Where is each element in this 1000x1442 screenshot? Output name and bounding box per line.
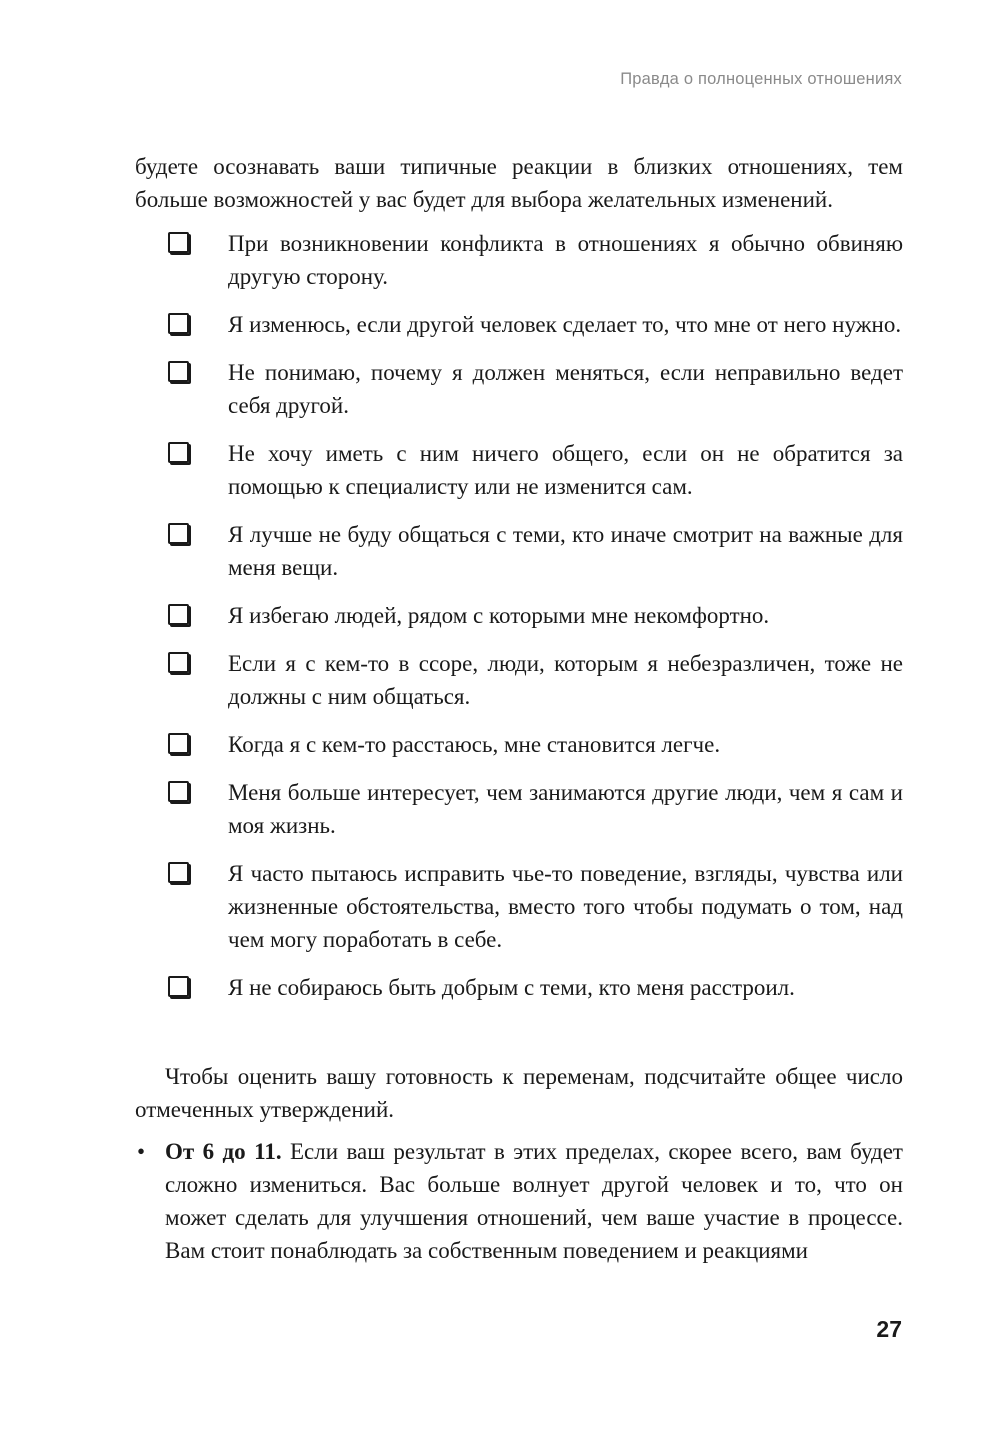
result-item <box>135 1135 903 1267</box>
checkbox[interactable] <box>168 604 189 625</box>
checklist-item <box>135 728 903 761</box>
summary-paragraph: Чтобы оценить вашу готовность к переменам, подсчитайте общее число отмеченных утверждений. <box>135 1064 903 1122</box>
checkbox[interactable] <box>168 313 189 334</box>
checklist-item <box>135 599 903 632</box>
checklist-item <box>135 356 903 422</box>
checkbox[interactable] <box>168 781 189 802</box>
checklist-item <box>135 227 903 293</box>
checklist-item-text: Если я с кем-то в ссоре, люди, которым я небезразличен, тоже не должны с ним общаться. <box>228 651 903 709</box>
result-text: Если ваш результат в этих пределах, скорее всего, вам будет сложно измениться. Вас больше волнует другой человек и то, что он может сделать для улучшения отношений, чем ваше участие в процессе. Вам стоит понаблюдать за собственным поведением и реакциями <box>165 1139 903 1263</box>
checklist-item-text: Я не собираюсь быть добрым с теми, кто меня расстроил. <box>228 975 795 1000</box>
checkbox[interactable] <box>168 442 189 463</box>
checklist-item-text: Меня больше интересует, чем занимаются другие люди, чем я сам и моя жизнь. <box>228 780 903 838</box>
checklist-item <box>135 776 903 842</box>
checklist-item-text: Не хочу иметь с ним ничего общего, если он не обратится за помощью к специалисту или не изменится сам. <box>228 441 903 499</box>
checklist-item-text: Когда я с кем-то расстаюсь, мне становится легче. <box>228 732 721 757</box>
checklist <box>135 227 903 1019</box>
page-number: 27 <box>876 1316 902 1342</box>
checklist-item <box>135 971 903 1004</box>
checklist-item <box>135 437 903 503</box>
checkbox[interactable] <box>168 733 189 754</box>
checklist-item <box>135 518 903 584</box>
checkbox[interactable] <box>168 652 189 673</box>
checklist-item-text: Не понимаю, почему я должен меняться, если неправильно ведет себя другой. <box>228 360 903 418</box>
checklist-item <box>135 857 903 956</box>
results-list <box>135 1135 903 1267</box>
result-range: От 6 до 11. <box>165 1139 282 1164</box>
checklist-item-text: Я изменюсь, если другой человек сделает то, что мне от него нужно. <box>228 312 902 337</box>
checkbox[interactable] <box>168 232 189 253</box>
checklist-item-text: Я лучше не буду общаться с теми, кто иначе смотрит на важные для меня вещи. <box>228 522 903 580</box>
checklist-item <box>135 308 903 341</box>
intro-paragraph: будете осознавать ваши типичные реакции в близких отношениях, тем больше возможностей у вас будет для выбора желательных изменений. <box>135 154 903 212</box>
checklist-item <box>135 647 903 713</box>
checkbox[interactable] <box>168 523 189 544</box>
bullet-icon: • <box>137 1139 146 1164</box>
checklist-item-text: Я избегаю людей, рядом с которыми мне некомфортно. <box>228 603 770 628</box>
running-header: Правда о полноценных отношениях <box>620 70 902 88</box>
checkbox[interactable] <box>168 862 189 883</box>
checkbox[interactable] <box>168 976 189 997</box>
checklist-item-text: Я часто пытаюсь исправить чье-то поведение, взгляды, чувства или жизненные обстоятельства, вместо того чтобы подумать о том, над чем могу поработать в себе. <box>228 861 903 952</box>
checkbox[interactable] <box>168 361 189 382</box>
checklist-item-text: При возникновении конфликта в отношениях я обычно обвиняю другую сторону. <box>228 231 903 289</box>
